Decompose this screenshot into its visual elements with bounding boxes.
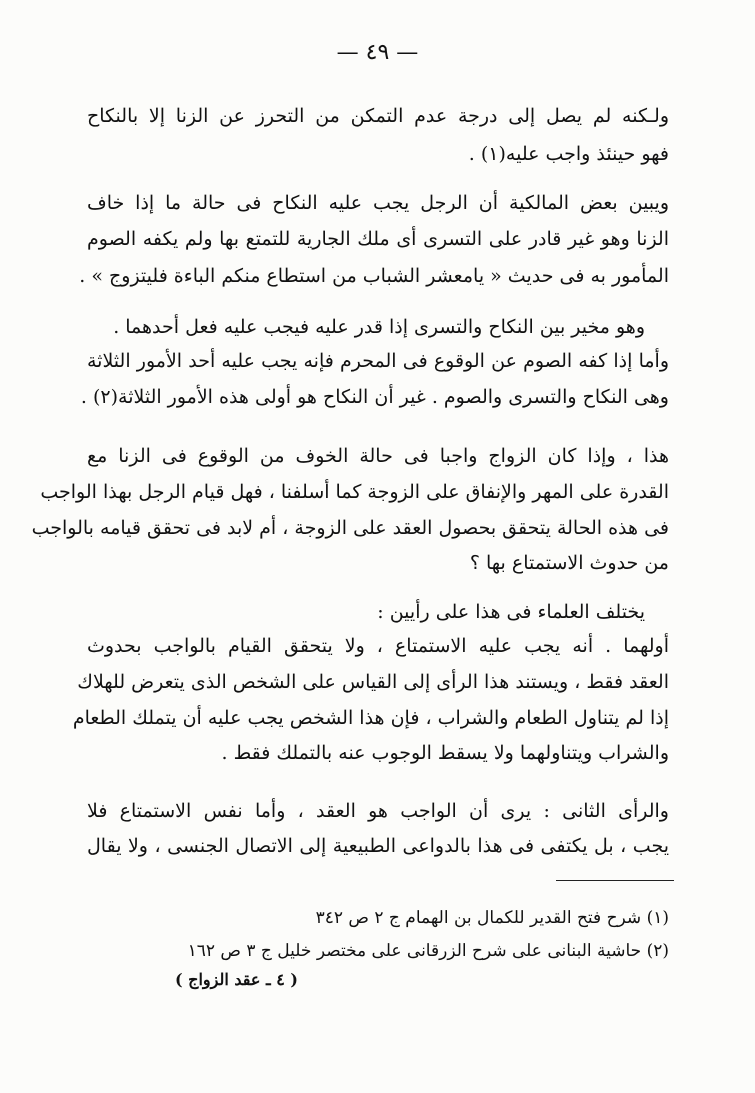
body-line: فى هذه الحالة يتحقق بحصول العقد على الزوجة ، أم لابد فى تحقق قيامه بالواجب [31, 517, 669, 539]
body-line: هذا ، وإذا كان الزواج واجبا فى حالة الخوف من الوقوع فى الزنا مع [87, 445, 669, 467]
footnote-divider [556, 880, 674, 881]
body-line: وهى النكاح والتسرى والصوم . غير أن النكاح هو أولى هذه الأمور الثلاثة(٢) . [80, 386, 669, 408]
body-line: من حدوث الاستمتاع بها ؟ [469, 552, 669, 574]
footnote: (٢) حاشية البنانى على شرح الزرقانى على مختصر خليل ج ٣ ص ١٦٢ [187, 941, 669, 961]
body-line: والرأى الثانى : يرى أن الواجب هو العقد ، وأما نفس الاستمتاع فلا [87, 800, 669, 822]
signature-mark: ( ٤ ـ عقد الزواج ) [175, 970, 298, 989]
page-number: — ٤٩ — [336, 40, 419, 65]
body-line: إذا لم يتناول الطعام والشراب ، فإن هذا الشخص يجب عليه أن يتملك الطعام [72, 707, 669, 729]
body-line: وأما إذا كفه الصوم عن الوقوع فى المحرم فإنه يجب عليه أحد الأمور الثلاثة [87, 350, 669, 372]
footnote: (١) شرح فتح القدير للكمال بن الهمام ج ٢ ص ٣٤٢ [315, 908, 669, 928]
body-line: المأمور به فى حديث « يامعشر الشباب من استطاع منكم الباءة فليتزوج » . [79, 265, 669, 287]
body-line: يختلف العلماء فى هذا على رأيين : [377, 601, 645, 623]
body-line: ويبين بعض المالكية أن الرجل يجب عليه النكاح فى حالة ما إذا خاف [87, 192, 669, 214]
body-line: القدرة على المهر والإنفاق على الزوجة كما أسلفنا ، فهل قيام الرجل بهذا الواجب [40, 481, 669, 503]
body-line: أولهما . أنه يجب عليه الاستمتاع ، ولا يتحقق القيام بالواجب بحدوث [87, 635, 669, 657]
body-line: الزنا وهو غير قادر على التسرى أى ملك الجارية للتمتع بها ولم يكفه الصوم [87, 228, 669, 250]
body-line: العقد فقط ، ويستند هذا الرأى إلى القياس على الشخص الذى يتعرض للهلاك [77, 671, 669, 693]
body-line: فهو حينئذ واجب عليه(١) . [468, 143, 669, 165]
body-line: والشراب ويتناولهما ولا يسقط الوجوب عنه بالتملك فقط . [221, 742, 669, 764]
body-line: يجب ، بل يكتفى فى هذا بالدواعى الطبيعية إلى الاتصال الجنسى ، ولا يقال [87, 835, 669, 857]
body-line: ولـكنه لم يصل إلى درجة عدم التمكن من التحرز عن الزنا إلا بالنكاح [87, 105, 669, 127]
body-line: وهو مخير بين النكاح والتسرى إذا قدر عليه فيجب عليه فعل أحدهما . [113, 316, 645, 338]
